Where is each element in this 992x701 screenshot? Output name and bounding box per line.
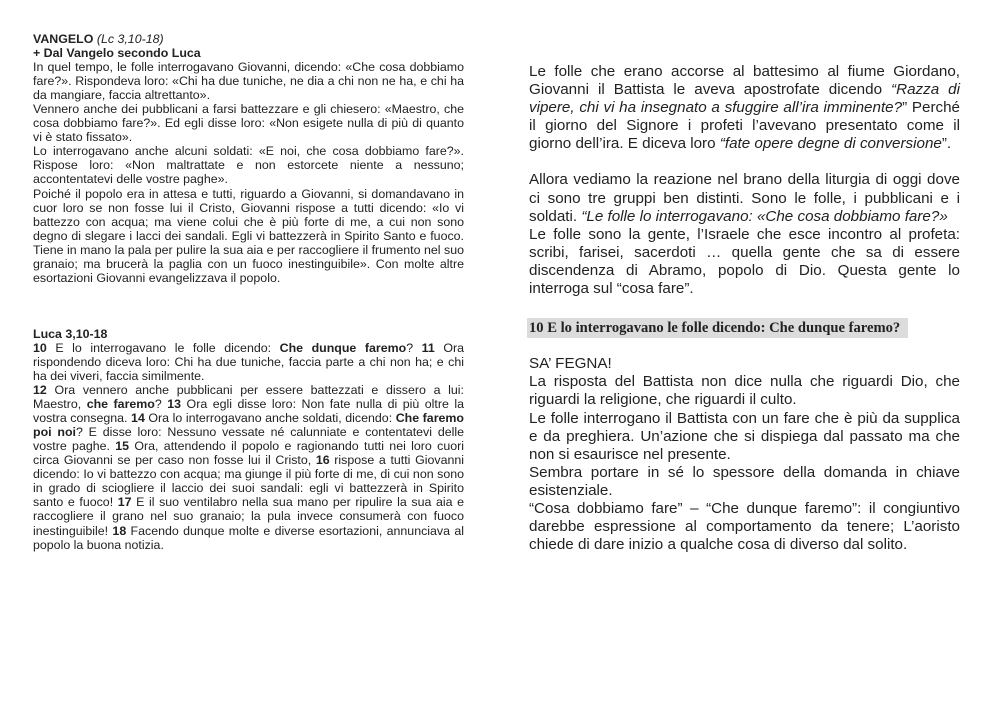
luca-title: Luca 3,10-18 <box>33 326 108 341</box>
commentary-paragraph: Sembra portare in sé lo spessore della domanda in chiave esistenziale. <box>529 463 960 499</box>
gospel-paragraph: In quel tempo, le folle interrogavano Giovanni, dicendo: «Che cosa dobbiamo fare?». Rispondeva loro: «Chi ha due tuniche, ne dia a chi non ne ha, e chi ha da mangiare, faccia altrettanto». <box>33 60 464 103</box>
luca-text: 10 E lo interrogavano le folle dicendo: Che dunque faremo? 11 Ora rispondendo diceva loro: Chi ha due tuniche, faccia parte a chi non ha; e chi ha dei viveri, faccia similmente. 12 Ora vennero anche pubblicani per essere battezzati e dissero a lui: Maestro, che faremo? 13 Ora egli disse loro: Non fate nulla di più oltre la vostra consegna. 14 Ora lo interrogavano anche soldati, dicendo: Che faremo poi noi? E disse loro: Nessuno vessate né calunniate e contentatevi delle vostre paghe. 15 Ora, attendendo il popolo e ragionando tutti nei loro cuori circa Giovanni se per caso non fosse lui il Cristo, 16 rispose a tutti Giovanni dicendo: Io vi battezzo con acqua; ma giunge il più forte di me, di cui non sono in grado di sciogliere il laccio dei suoi sandali: egli vi battezzerà in Spirito santo e fuoco! 17 E il suo ventilabro nella sua mano per ripulire la sua aia e raccogliere il grano nel suo granaio; la pula invece consumerà con fuoco inestinguibile! 18 Facendo dunque molte e diverse esortazioni, annunciava al popolo la buona notizia. <box>33 340 464 552</box>
commentary-paragraph: SA’ FEGNA! <box>529 355 612 373</box>
gospel-title: VANGELO (Lc 3,10-18) <box>33 32 164 46</box>
commentary-paragraph: “Cosa dobbiamo fare” – “Che dunque faremo”: il congiuntivo darebbe espressione al comportamento da tenere; L’aoristo chiede di dare inizio a qualche cosa di diverso dal solito. <box>529 499 960 554</box>
commentary-paragraph: Le folle interrogano il Battista con un fare che è più da supplica e da preghiera. Un’azione che si dispiega dal passato ma che non si esaurisce nel presente. <box>529 409 960 463</box>
gospel-subtitle: + Dal Vangelo secondo Luca <box>33 46 201 61</box>
gospel-column <box>33 32 464 552</box>
commentary-paragraph: Le folle che erano accorse al battesimo al fiume Giordano, Giovanni il Battista le aveva apostrofate dicendo “Razza di vipere, chi vi ha insegnato a sfuggire all’ira imminente?” Perché il giorno del Signore i profeti l’avevano presentato come il giorno dell’ira. E diceva loro “fate opere degne di conversione”. <box>529 63 960 153</box>
commentary-column <box>529 63 960 554</box>
gospel-paragraph: Vennero anche dei pubblicani a farsi battezzare e gli chiesero: «Maestro, che cosa dobbiamo fare?». Ed egli disse loro: «Non esigete nulla di più di quanto vi è stato fissato». <box>33 102 464 145</box>
commentary-paragraph: Le folle sono la gente, l’Israele che esce incontro al profeta: scribi, farisei, sacerdoti … quella gente che sa di essere discendenza di Abramo, popolo di Dio. Questa gente lo interroga sul “cosa fare”. <box>529 225 960 298</box>
commentary-paragraph: Allora vediamo la reazione nel brano della liturgia di oggi dove ci sono tre gruppi ben distinti. Sono le folle, i pubblicani e i soldati. “Le folle lo interrogavano: «Che cosa dobbiamo fare?» <box>529 171 960 225</box>
gospel-paragraph: Lo interrogavano anche alcuni soldati: «E noi, che cosa dobbiamo fare?». Rispose loro: «Non maltrattate e non estorcete niente a nessuno; accontentatevi delle vostre paghe». <box>33 144 464 187</box>
highlight-heading: 10 E lo interrogavano le folle dicendo: Che dunque faremo? <box>529 318 960 338</box>
gospel-paragraph: Poiché il popolo era in attesa e tutti, riguardo a Giovanni, si domandavano in cuor loro se non fosse lui il Cristo, Giovanni rispose a tutti dicendo: «Io vi battezzo con acqua; ma viene colui che è più forte di me, a cui non sono degno di slegare i lacci dei sandali. Egli vi battezzerà in Spirito Santo e fuoco. Tiene in mano la pala per pulire la sua aia e per raccogliere il frumento nel suo granaio; ma brucerà la paglia con un fuoco inestinguibile». Con molte altre esortazioni Giovanni evangelizzava il popolo. <box>33 186 464 285</box>
commentary-paragraph: La risposta del Battista non dice nulla che riguardi Dio, che riguardi la religione, che riguardi il culto. <box>529 373 960 409</box>
